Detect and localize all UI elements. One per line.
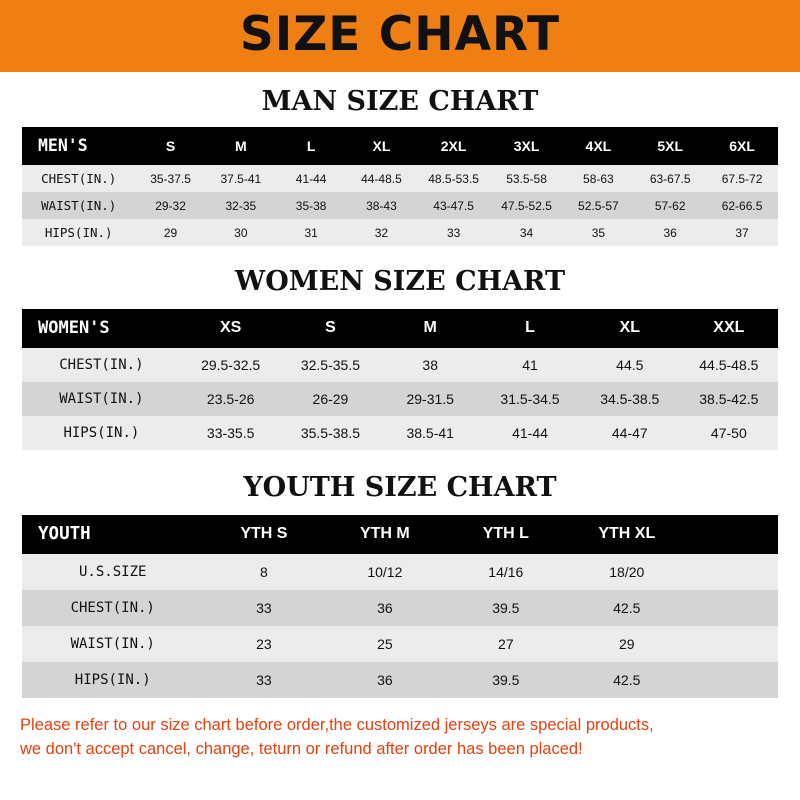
table-cell: 10/12 bbox=[367, 564, 403, 580]
table-cell: 35.5-38.5 bbox=[300, 425, 361, 441]
row-label: CHEST(IN.) bbox=[41, 171, 117, 186]
column-header: 3XL bbox=[513, 137, 540, 154]
table-cell: 39.5 bbox=[492, 672, 520, 688]
table-cell: 29-31.5 bbox=[406, 391, 454, 407]
table-cell: 29.5-32.5 bbox=[201, 357, 261, 373]
women-size-table bbox=[22, 309, 778, 450]
column-header: XL bbox=[372, 137, 391, 154]
table-cell: 29-32 bbox=[155, 198, 186, 213]
table-cell: 63-67.5 bbox=[649, 171, 691, 186]
table-cell: 32 bbox=[374, 225, 389, 240]
column-header: 4XL bbox=[585, 137, 612, 154]
table-cell: 38 bbox=[422, 357, 438, 373]
table-cell: 52.5-57 bbox=[578, 198, 619, 213]
table-cell: 44-47 bbox=[611, 425, 648, 441]
table-cell: 58-63 bbox=[583, 171, 614, 186]
table-cell: 30 bbox=[234, 225, 248, 240]
table-cell: 47-50 bbox=[710, 425, 747, 441]
table-cell: 37.5-41 bbox=[220, 171, 262, 186]
table-cell: 35 bbox=[591, 225, 606, 240]
table-cell: 67.5-72 bbox=[721, 171, 763, 186]
youth-section-title: YOUTH SIZE CHART bbox=[243, 472, 557, 503]
table-cell: 18/20 bbox=[609, 564, 645, 580]
column-header-spacer bbox=[687, 515, 778, 554]
table-header-row bbox=[22, 127, 778, 165]
order-notice bbox=[0, 698, 800, 762]
table-cell: 47.5-52.5 bbox=[501, 198, 552, 213]
table-row bbox=[22, 219, 778, 246]
women-size-section bbox=[0, 266, 800, 450]
table-cell: 37 bbox=[735, 225, 749, 240]
table-cell: 44.5-48.5 bbox=[699, 357, 759, 373]
table-cell: 44-48.5 bbox=[361, 171, 402, 186]
page-banner bbox=[0, 0, 800, 72]
table-header-row bbox=[22, 309, 778, 348]
table-cell: 38-43 bbox=[366, 198, 397, 213]
table-cell: 39.5 bbox=[492, 600, 520, 616]
table-cell: 35-37.5 bbox=[150, 171, 191, 186]
column-header: S bbox=[165, 137, 176, 154]
table-cell: 53.5-58 bbox=[506, 171, 547, 186]
column-header: 6XL bbox=[729, 137, 755, 154]
table-row bbox=[22, 165, 778, 192]
table-cell: 8 bbox=[260, 564, 268, 580]
column-header: XL bbox=[619, 319, 640, 336]
table-header-row bbox=[22, 515, 778, 554]
table-cell: 26-29 bbox=[312, 391, 349, 407]
row-label: CHEST(IN.) bbox=[70, 600, 155, 616]
table-row bbox=[22, 192, 778, 219]
table-row bbox=[22, 348, 778, 382]
table-cell: 32-35 bbox=[225, 198, 257, 213]
column-header: M bbox=[235, 137, 247, 154]
man-size-section bbox=[0, 86, 800, 246]
column-header: YTH XL bbox=[598, 525, 656, 542]
column-header: YTH S bbox=[240, 525, 288, 542]
column-header: XXL bbox=[713, 319, 745, 336]
row-label: U.S.SIZE bbox=[79, 564, 147, 580]
row-label: WAIST(IN.) bbox=[41, 198, 117, 213]
column-header: M bbox=[423, 319, 437, 336]
table-cell-spacer bbox=[687, 554, 778, 590]
table-cell: 23.5-26 bbox=[206, 391, 255, 407]
table-cell: 31 bbox=[304, 225, 318, 240]
row-label: HIPS(IN.) bbox=[63, 425, 140, 441]
table-cell: 38.5-42.5 bbox=[699, 391, 759, 407]
table-cell: 44.5 bbox=[616, 357, 644, 373]
youth-size-table bbox=[22, 515, 778, 698]
table-row bbox=[22, 382, 778, 416]
notice-line-2: we don't accept cancel, change, teturn or refund after order has been placed! bbox=[20, 739, 583, 758]
table-cell: 41-44 bbox=[512, 425, 548, 441]
table-cell: 35-38 bbox=[295, 198, 327, 213]
column-header: MEN'S bbox=[38, 136, 88, 155]
table-cell: 32.5-35.5 bbox=[300, 357, 361, 373]
page-title: SIZE CHART bbox=[239, 6, 561, 62]
column-header: YOUTH bbox=[38, 524, 91, 544]
column-header: XS bbox=[219, 319, 242, 336]
table-cell: 38.5-41 bbox=[406, 425, 454, 441]
row-label: WAIST(IN.) bbox=[59, 391, 144, 407]
row-label: HIPS(IN.) bbox=[44, 225, 113, 240]
table-cell: 57-62 bbox=[654, 198, 686, 213]
table-cell-spacer bbox=[687, 662, 778, 698]
table-cell: 36 bbox=[377, 600, 393, 616]
table-cell: 41-44 bbox=[295, 171, 327, 186]
table-cell: 33-35.5 bbox=[206, 425, 255, 441]
table-cell: 41 bbox=[522, 357, 538, 373]
table-row bbox=[22, 662, 778, 698]
table-row bbox=[22, 626, 778, 662]
table-cell: 29 bbox=[618, 636, 635, 652]
table-cell: 33 bbox=[256, 672, 272, 688]
man-section-title: MAN SIZE CHART bbox=[261, 86, 539, 117]
column-header: S bbox=[325, 319, 336, 336]
notice-line-1: Please refer to our size chart before order,the customized jerseys are special products, bbox=[20, 716, 654, 734]
youth-size-section bbox=[0, 472, 800, 698]
table-cell: 62-66.5 bbox=[721, 198, 763, 213]
table-cell: 29 bbox=[163, 225, 178, 240]
column-header: 5XL bbox=[657, 137, 684, 154]
women-section-title: WOMEN SIZE CHART bbox=[234, 266, 566, 297]
column-header: L bbox=[525, 319, 535, 336]
table-cell: 14/16 bbox=[488, 564, 524, 580]
table-cell: 48.5-53.5 bbox=[428, 171, 479, 186]
row-label: WAIST(IN.) bbox=[70, 636, 155, 652]
column-header: YTH M bbox=[359, 525, 410, 542]
table-cell: 42.5 bbox=[613, 600, 641, 616]
table-cell: 43-47.5 bbox=[433, 198, 474, 213]
table-cell: 23 bbox=[256, 636, 272, 652]
table-cell: 36 bbox=[663, 225, 677, 240]
column-header: L bbox=[306, 137, 316, 154]
row-label: HIPS(IN.) bbox=[74, 672, 151, 688]
table-cell: 36 bbox=[377, 672, 393, 688]
table-row bbox=[22, 554, 778, 590]
table-cell: 42.5 bbox=[613, 672, 641, 688]
table-cell: 33 bbox=[256, 600, 272, 616]
column-header: WOMEN'S bbox=[38, 318, 110, 338]
row-label: CHEST(IN.) bbox=[59, 357, 144, 373]
man-size-table bbox=[22, 127, 778, 246]
column-header: YTH L bbox=[482, 525, 529, 542]
table-cell: 31.5-34.5 bbox=[500, 391, 560, 407]
table-row bbox=[22, 590, 778, 626]
table-cell: 34 bbox=[519, 225, 534, 240]
table-cell: 25 bbox=[377, 636, 393, 652]
table-cell-spacer bbox=[687, 590, 778, 626]
table-cell: 34.5-38.5 bbox=[600, 391, 660, 407]
table-cell: 33 bbox=[446, 225, 461, 240]
table-row bbox=[22, 416, 778, 450]
table-cell: 27 bbox=[498, 636, 514, 652]
table-cell-spacer bbox=[687, 626, 778, 662]
column-header: 2XL bbox=[440, 137, 467, 154]
